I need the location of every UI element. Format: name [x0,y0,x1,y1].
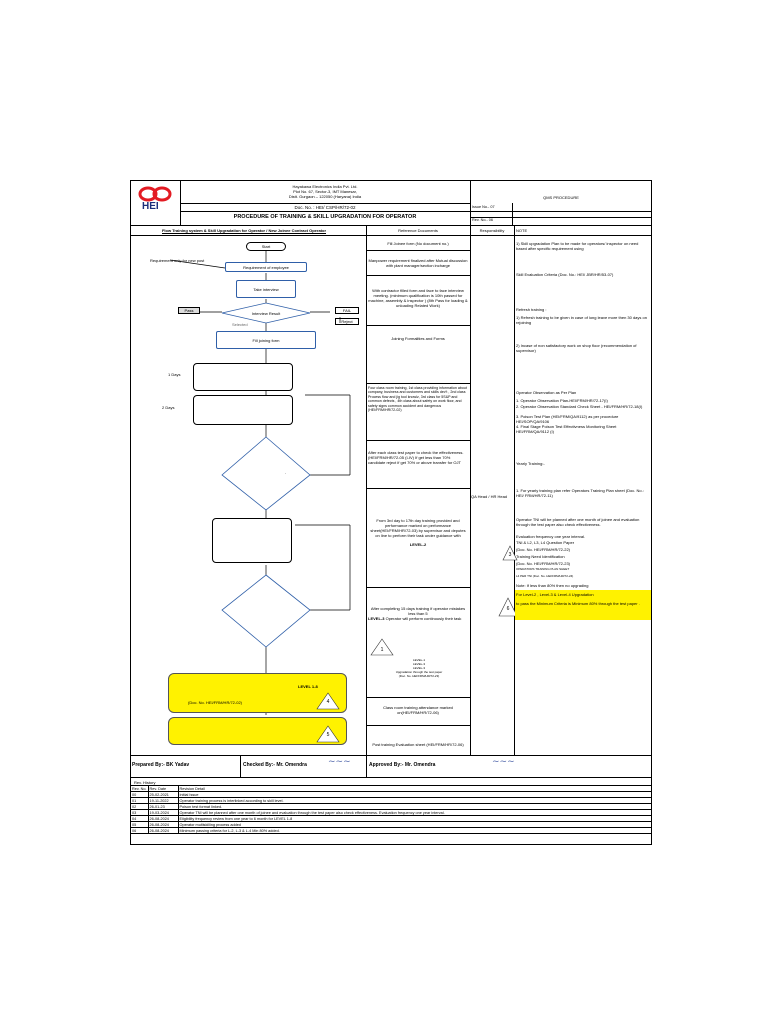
note-10-3: TNI & L2, L3, L4 Question Paper [516,540,575,545]
start-node: Start [246,242,286,251]
requirement-label: Requirement only for new post [150,258,205,263]
ref-8-level-label: LEVEL-3 [368,616,385,621]
rev-header-detail: Revision Detail [178,786,652,792]
ref-2: Manpower requirement finalized after Mutual discussion with plant manager/section incharge [368,258,468,268]
checked-signature: ~~~ [328,757,351,767]
company-logo [138,186,172,212]
rev-no: 01 [131,798,149,804]
test-node [193,395,293,425]
reject-box: Reject [335,318,359,325]
rev-detail: Operator multiskilling process added [178,822,652,828]
checked-by: Checked By:- Mr. Omendra [243,762,307,768]
issue-number: Issue No.- 07 [472,205,495,209]
table-row [131,828,652,834]
column-responsibility: Responsibility [479,228,505,233]
interview-node: Take interview [236,280,296,298]
note-7-2: 2. Operator Observation Standard Check Sheet - HEI/FRM/HR/72-18(I) [516,404,643,409]
rev-date: 26-08-2024 [148,822,178,828]
ref-9: Class room training attendance marked on(HEI/FRM/HR/72-06) [383,705,453,715]
rev-no: 00 [131,792,149,798]
rev-detail: Eligibility frequency review from one year to 6 month for LEVEL 1-8 [178,816,652,822]
level-list-3: LEVEL-3 [412,666,425,670]
days-1: 1 Days [168,372,181,377]
level-list-4: Upgradation through the test paper [395,670,443,674]
fail-box: FAIL [335,307,359,314]
note-5: 2) Incase of non satisfactory work on shop floor (recommendation of supervisor) [516,343,637,353]
rev-detail: Operator training process is interlinked according to skill level. [178,798,652,804]
result-label: Interview Result [251,311,281,316]
note-3: Refresh training : [516,307,547,312]
column-flow: Flow Training system & Skill Upgradation for Operator / New Joinee Contract Operator [161,228,327,233]
rev-header-no: Rev. No. [132,786,147,791]
rev-history-label: Rev. History [134,780,156,785]
rev-date: 26-08-2024 [148,816,178,822]
requirement-node: Requirement of employee [225,262,307,272]
note-7-3: 3. Poison Test Plan (HEI/FRM/QA/9112) as per procedure HEI/SOP/QA/9106 [516,414,619,424]
ref-8: After completing 15 days training if operator mistakes less than 5 [370,606,466,616]
rev-header-date: Rev. Date [148,786,178,792]
note-10-5: Training Need Identification [516,554,565,559]
note-9: 1. For yearly training plan refer Operators Training Plan sheet (Doc. No.: HEI/ FRM/HR/72-11) [516,488,644,498]
note-8: Yearly Training:- [516,461,545,466]
triangle-5-label: 5 [326,732,330,738]
ref-7-level: LEVEL-2 [409,542,427,547]
level-text: LEVEL 1-8 [298,684,318,689]
ref-5: Four class room training, 1st class providing information about company, business and customers and skills dev't , 2nd class Process flow and jig tool knowlz, 3rd class for 5S&P and common defects , 4th class about safety on work floor, and safety signs common accident and dangerous (HEI/FRM/HR/72-02) [368,386,467,413]
ref-4: Joining Formalities and Forms [391,336,445,341]
joining-node: Fill joining form [216,331,316,349]
note-7-1: 1. Operator Observation Plan-HEI/FRM/HR/72-17(I) [516,398,608,403]
note-7-4: 4. Final Stage Poison Test Effectivness Monitoring Sheet HEI/FRM/QA/9112 (I) [516,424,617,434]
company-address-2: Distt. Gurgaon – 122050 (Haryana) India [288,194,362,199]
column-reference: Reference Documents [398,228,438,233]
procedure-title: PROCEDURE OF TRAINING & SKILL UPGRADATION FOR OPERATOR [233,214,417,220]
days-2: 2 Days [162,405,175,410]
note-2: Skill Evaluation Criteria (Doc. No.: HEI/ JBR/HR/53-07) [516,272,614,277]
rev-no: 04 [131,816,149,822]
revision-table [130,785,652,834]
level-doc: (Doc. No. HEI/FRM/HR/72-02) [188,700,243,705]
logo-text: HEI [142,201,159,212]
rev-no: 03 [131,810,149,816]
rev-detail: Minimum passing criteria for L-2, L-3 & L-4 Min 80% added. [178,828,652,834]
rev-no: 05 [131,822,149,828]
level-list-1: LEVEL-1 [412,658,425,662]
revision-number: Rev. No.- 06 [472,218,494,222]
note-10-6: (Doc. No. HEI/FRM/HR/72-23) [516,561,571,566]
responsibility-text: QA Head / HR Head [471,494,508,499]
note-10-1: Operator TNI will be planned after one month of joinee and evaluation through the test paper also check effectiveness. [516,517,640,527]
rev-date: 19-03-2024 [148,810,178,816]
rev-date: 19-11-2022 [148,798,178,804]
ref-1: Fill Joinee form (No document no.) [387,241,449,246]
ref-10: Post training Evaluation sheet (HEI/FRM/HR/72-06) [372,742,464,747]
rev-no: 02 [131,804,149,810]
ref-3: With contractor filled form and face to face interview meeting. (minimum qualification is 10th passed for machine, assembly & inspector ) (8th Pass for loading & unloading Related Work) [368,288,468,308]
rev-detail: Initial Issue [178,792,652,798]
ref-7: From 3rd day to 17th day training provided and performance marked on performance sheet(HEI/FRM/HR/72-03) by supervisor and deputes on line to perform their task under guidance with [370,518,466,538]
rev-no: 06 [131,828,149,834]
rev-date: 26-08-2024 [148,828,178,834]
approved-signature: ~~~ [492,757,515,767]
company-name: Hayakawa Electronics India Pvt. Ltd. [292,184,358,189]
note-10-4: (Doc. No. HEI/FRM/HR/72-22) [516,547,571,552]
rev-date: 25-02-2021 [148,792,178,798]
ref-6: After each class test paper to check the effectiveness. (HEI/FRM/HR/72-05 (I-IV) If get less than 70% candidate reject if get 70% or above transfer for OJT [368,450,464,465]
pass-box: Pass [178,307,200,314]
rev-detail: Operator TNI will be planned after one month of joinee and evaluation through the test paper also check effectiveness. Evaluation frequency one year interval. [178,810,652,816]
triangle-4-label: 4 [326,699,330,705]
doc-number: Doc. No. : HEI/ CSP/HR/72-02 [294,205,356,210]
triangle-1-label: 1 [380,647,384,653]
note-11-2: to pass the Minimum Criteria is Minimum 80% through the test paper . [516,601,640,606]
note-10-7: OPERATORS TRAINING PLAN SHEET [516,567,570,571]
note-11-1: For Level-2 , Level-3 & Level-4 Upgradation [516,592,594,597]
classroom-node [193,363,293,391]
triangle-6-label: 6 [506,606,510,612]
note-10-8: L4 PER TNI (Doc. No. HEI/FRM/HR/72-24) [516,574,574,578]
selected-label: Selected [232,322,248,327]
level-list-5: (Doc. No. HEI/FRM/HR/72-23) [398,674,440,678]
ref-8-level-desc: Operator will perform continously their task [385,616,462,621]
ref-8-level [368,616,468,621]
note-6: Operator Observation as Per Plan [516,390,577,395]
level-list-2: LEVEL-3 [412,662,425,666]
note-4: 1) Refresh training to be given in case of long leave more then 30 days on rejoining [516,315,647,325]
qms-label: QMS PROCEDURE [543,195,579,200]
approved-by: Approved By:- Mr. Omendra [369,762,436,768]
triangle-3-label: 3 [508,552,512,558]
decision-mark: · [285,471,287,476]
company-address-1: Plot No. 67, Sector-3, IMT Manesar, [293,189,357,194]
column-note: NOTE [516,228,528,233]
rev-date: 26-01-23 [148,804,178,810]
note-10-9: Note: If less than 80% then no upgrading [516,583,589,588]
ojt-node [212,518,292,563]
prepared-by: Prepared By:- BK Yadav [132,762,190,768]
note-10-2: Evaluation frequency one year interval. [516,534,586,539]
rev-detail: Poison test format linked. [178,804,652,810]
note-1: 1) Skill upgradation Plan to be made for operators/ inspector on need based after specific requirement using [516,241,639,251]
